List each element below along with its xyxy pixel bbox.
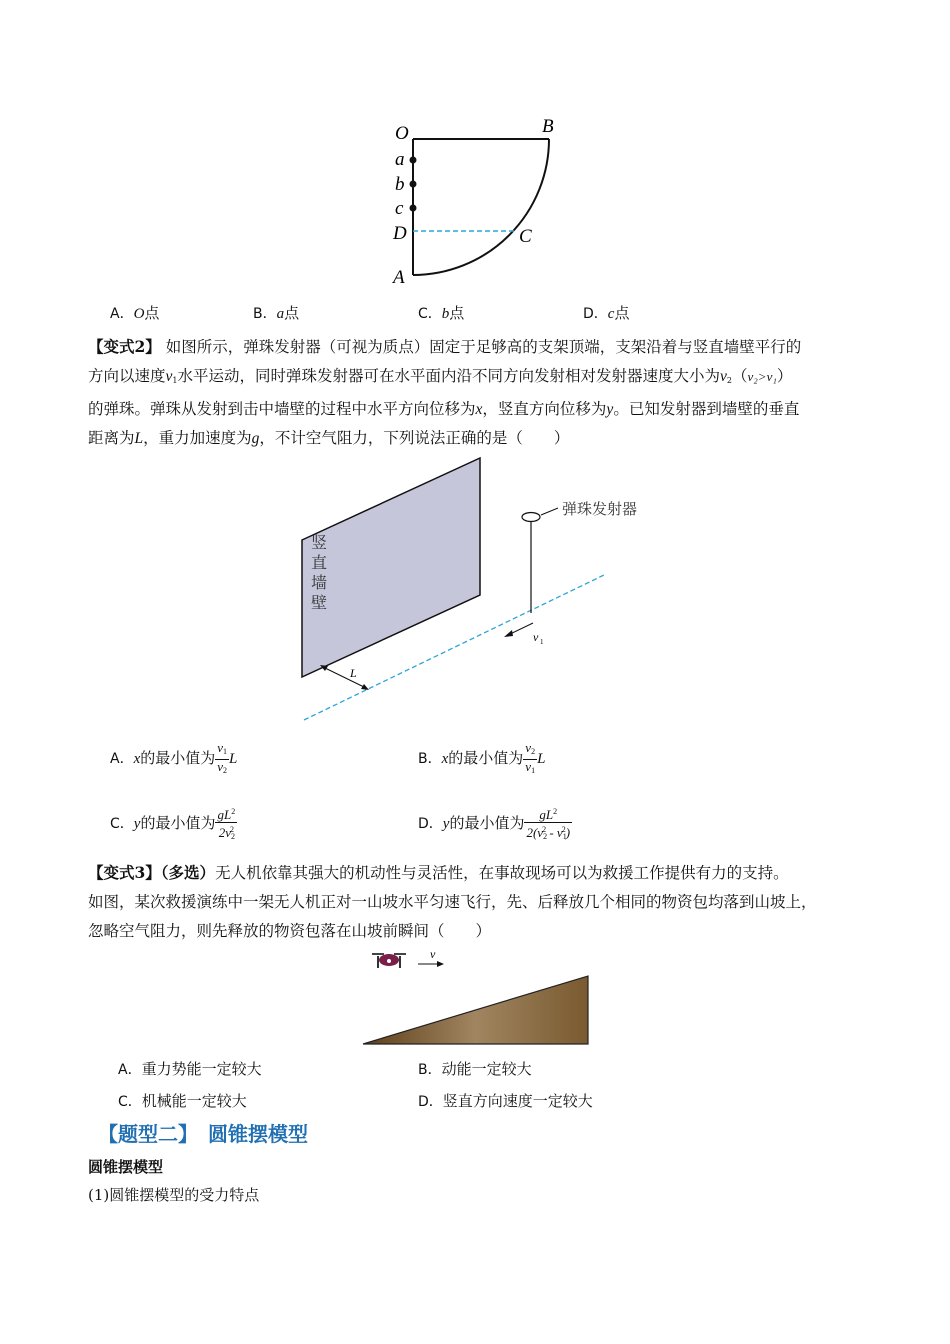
q2-option-b[interactable]: B．x的最小值为 $\frac{v_2}{v_1}$ L [418, 739, 546, 775]
launcher-label: 弹珠发射器 [562, 500, 638, 518]
q3-stem: 【变式3】（多选）无人机依靠其强大的机动性与灵活性，在事故现场可以为救援工作提供有力的支持。 如图，某次救援演练中一架无人机正对一山坡水平匀速飞行，先、后释放几个相同的物资包均落到山坡上， 忽略空气阻力，则先释放的物资包落在山坡前瞬间（ ） [88, 863, 817, 940]
label-C: C [519, 226, 532, 247]
q1-option-d[interactable]: D．c点 [583, 304, 630, 322]
section-item-1: (1)圆锥摆模型的受力特点 [88, 1186, 260, 1204]
q2-option-c[interactable]: C．y的最小值为 $\frac{gL^2}{2v_2^2}$ [110, 806, 236, 841]
wall-label-3: 墙 [311, 573, 328, 592]
svg-text:1: 1 [540, 638, 544, 646]
q1-option-c[interactable]: C．b点 [418, 304, 465, 322]
wall-label-4: 壁 [311, 593, 328, 612]
section-subtitle: 圆锥摆模型 [88, 1158, 164, 1176]
label-A: A [393, 267, 405, 288]
label-a: a [395, 149, 405, 170]
label-O: O [395, 123, 409, 144]
q3-option-c[interactable]: C．机械能一定较大 [118, 1092, 247, 1110]
q3-option-b[interactable]: B．动能一定较大 [418, 1060, 532, 1078]
q3-tag: 【变式3】 [88, 863, 161, 882]
drone-slope-figure [360, 946, 595, 1051]
wall-label-1: 竖 [311, 533, 328, 552]
quarter-circle-figure [385, 115, 575, 290]
q2-tag: 【变式2】 [88, 337, 161, 356]
label-b: b [395, 174, 405, 195]
label-B: B [542, 116, 554, 137]
q2-option-d[interactable]: D．y的最小值为 $\frac{gL^2}{2(v_2^2 - v_1^2)}$ [418, 806, 571, 841]
section-title: 【题型二】 圆锥摆模型 [98, 1122, 308, 1146]
L-label: L [350, 666, 357, 680]
v1-label: v [533, 630, 539, 644]
wall-label-2: 直 [311, 553, 328, 572]
wall-launcher-figure [290, 455, 670, 730]
q2-stem: 【变式2】 如图所示，弹珠发射器（可视为质点）固定于足够高的支架顶端，支架沿着与竖直墙壁平行的 方向以速度$v_1$水平运动，同时弹珠发射器可在水平面内沿不同方向发射相对发射器速度大小为$v_2(v_2>v_1)$ 的弹珠。弹珠从发射到击中墙壁的过程中水平方向位移为x，竖直方向位移为y。已知发射器到墙壁的垂直 距离为L，重力加速度为g，不计空气阻力，下列说法正确的是（ ） [88, 337, 802, 447]
q3-option-d[interactable]: D．竖直方向速度一定较大 [418, 1092, 593, 1110]
label-c: c [395, 198, 404, 219]
q3-option-a[interactable]: A．重力势能一定较大 [118, 1060, 262, 1078]
q1-option-b[interactable]: B．a点 [253, 304, 300, 322]
drone-icon [372, 954, 406, 968]
label-D: D [393, 223, 407, 244]
q1-option-a[interactable]: A．O点 [110, 304, 160, 322]
q2-option-a[interactable]: A．x的最小值为 $\frac{v_1}{v_2}$ L [110, 739, 238, 775]
drone-v-label: v [430, 947, 436, 961]
